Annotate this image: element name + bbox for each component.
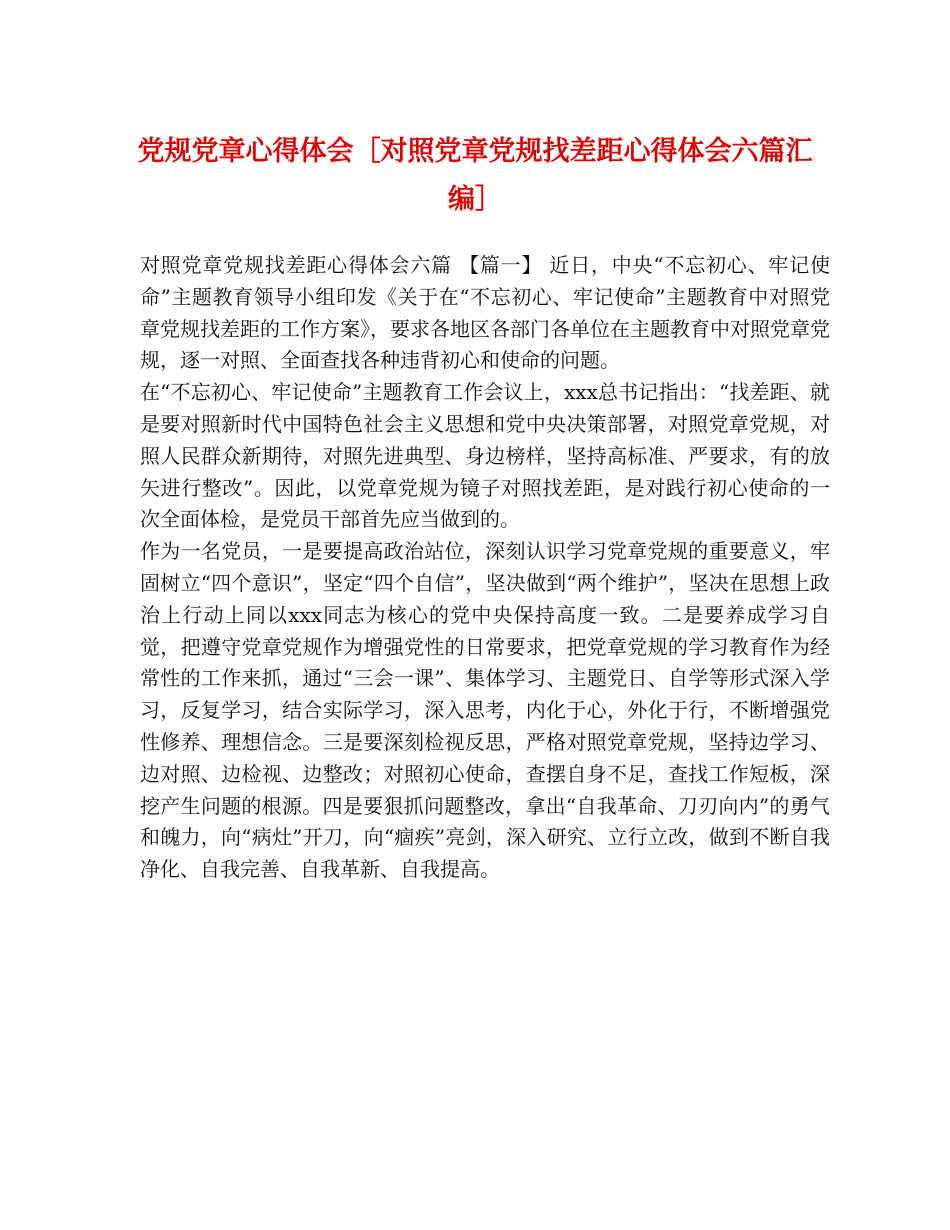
paragraph-measures: 作为一名党员，一是要提高政治站位，深刻认识学习党章党规的重要意义，牢固树立“四个意识”，坚定“四个自信”，坚决做到“两个维护”，坚决在思想上政治上行动上同以xxx同志为核心的党中央保持高度一致。二是要养成学习自觉，把遵守党章党规作为增强党性的日常要求，把党章党规的学习教育作为经常性的工作来抓，通过“三会一课”、集体学习、主题党日、自学等形式深入学习，反复学习，结合实际学习，深入思考，内化于心，外化于行，不断增强党性修养、理想信念。三是要深刻检视反思，严格对照党章党规，坚持边学习、边对照、边检视、边整改；对照初心使命，查摆自身不足，查找工作短板，深挖产生问题的根源。四是要狠抓问题整改，拿出“自我革命、刀刃向内”的勇气和魄力，向“病灶”开刀，向“痼疾”亮剑，深入研究、立行立改，做到不断自我净化、自我完善、自我革新、自我提高。: [140, 539, 830, 882]
document-title: 党规党章心得体会［对照党章党规找差距心得体会六篇汇编］: [137, 136, 813, 215]
document-body: [140, 250, 830, 886]
paragraph-intro: 对照党章党规找差距心得体会六篇 【篇一】 近日，中央“不忘初心、牢记使命”主题教育领导小组印发《关于在“不忘初心、牢记使命”主题教育中对照党章党规找差距的工作方案》，要求各地区各部门各单位在主题教育中对照党章党规，逐一对照、全面查找各种违背初心和使命的问题。: [140, 253, 830, 373]
paragraph-speech: 在“不忘初心、牢记使命”主题教育工作会议上，xxx总书记指出：“找差距、就是要对照新时代中国特色社会主义思想和党中央决策部署，对照党章党规，对照人民群众新期待，对照先进典型、身边榜样，坚持高标准、严要求，有的放矢进行整改”。因此，以党章党规为镜子对照找差距，是对践行初心使命的一次全面体检，是党员干部首先应当做到的。: [140, 380, 830, 532]
